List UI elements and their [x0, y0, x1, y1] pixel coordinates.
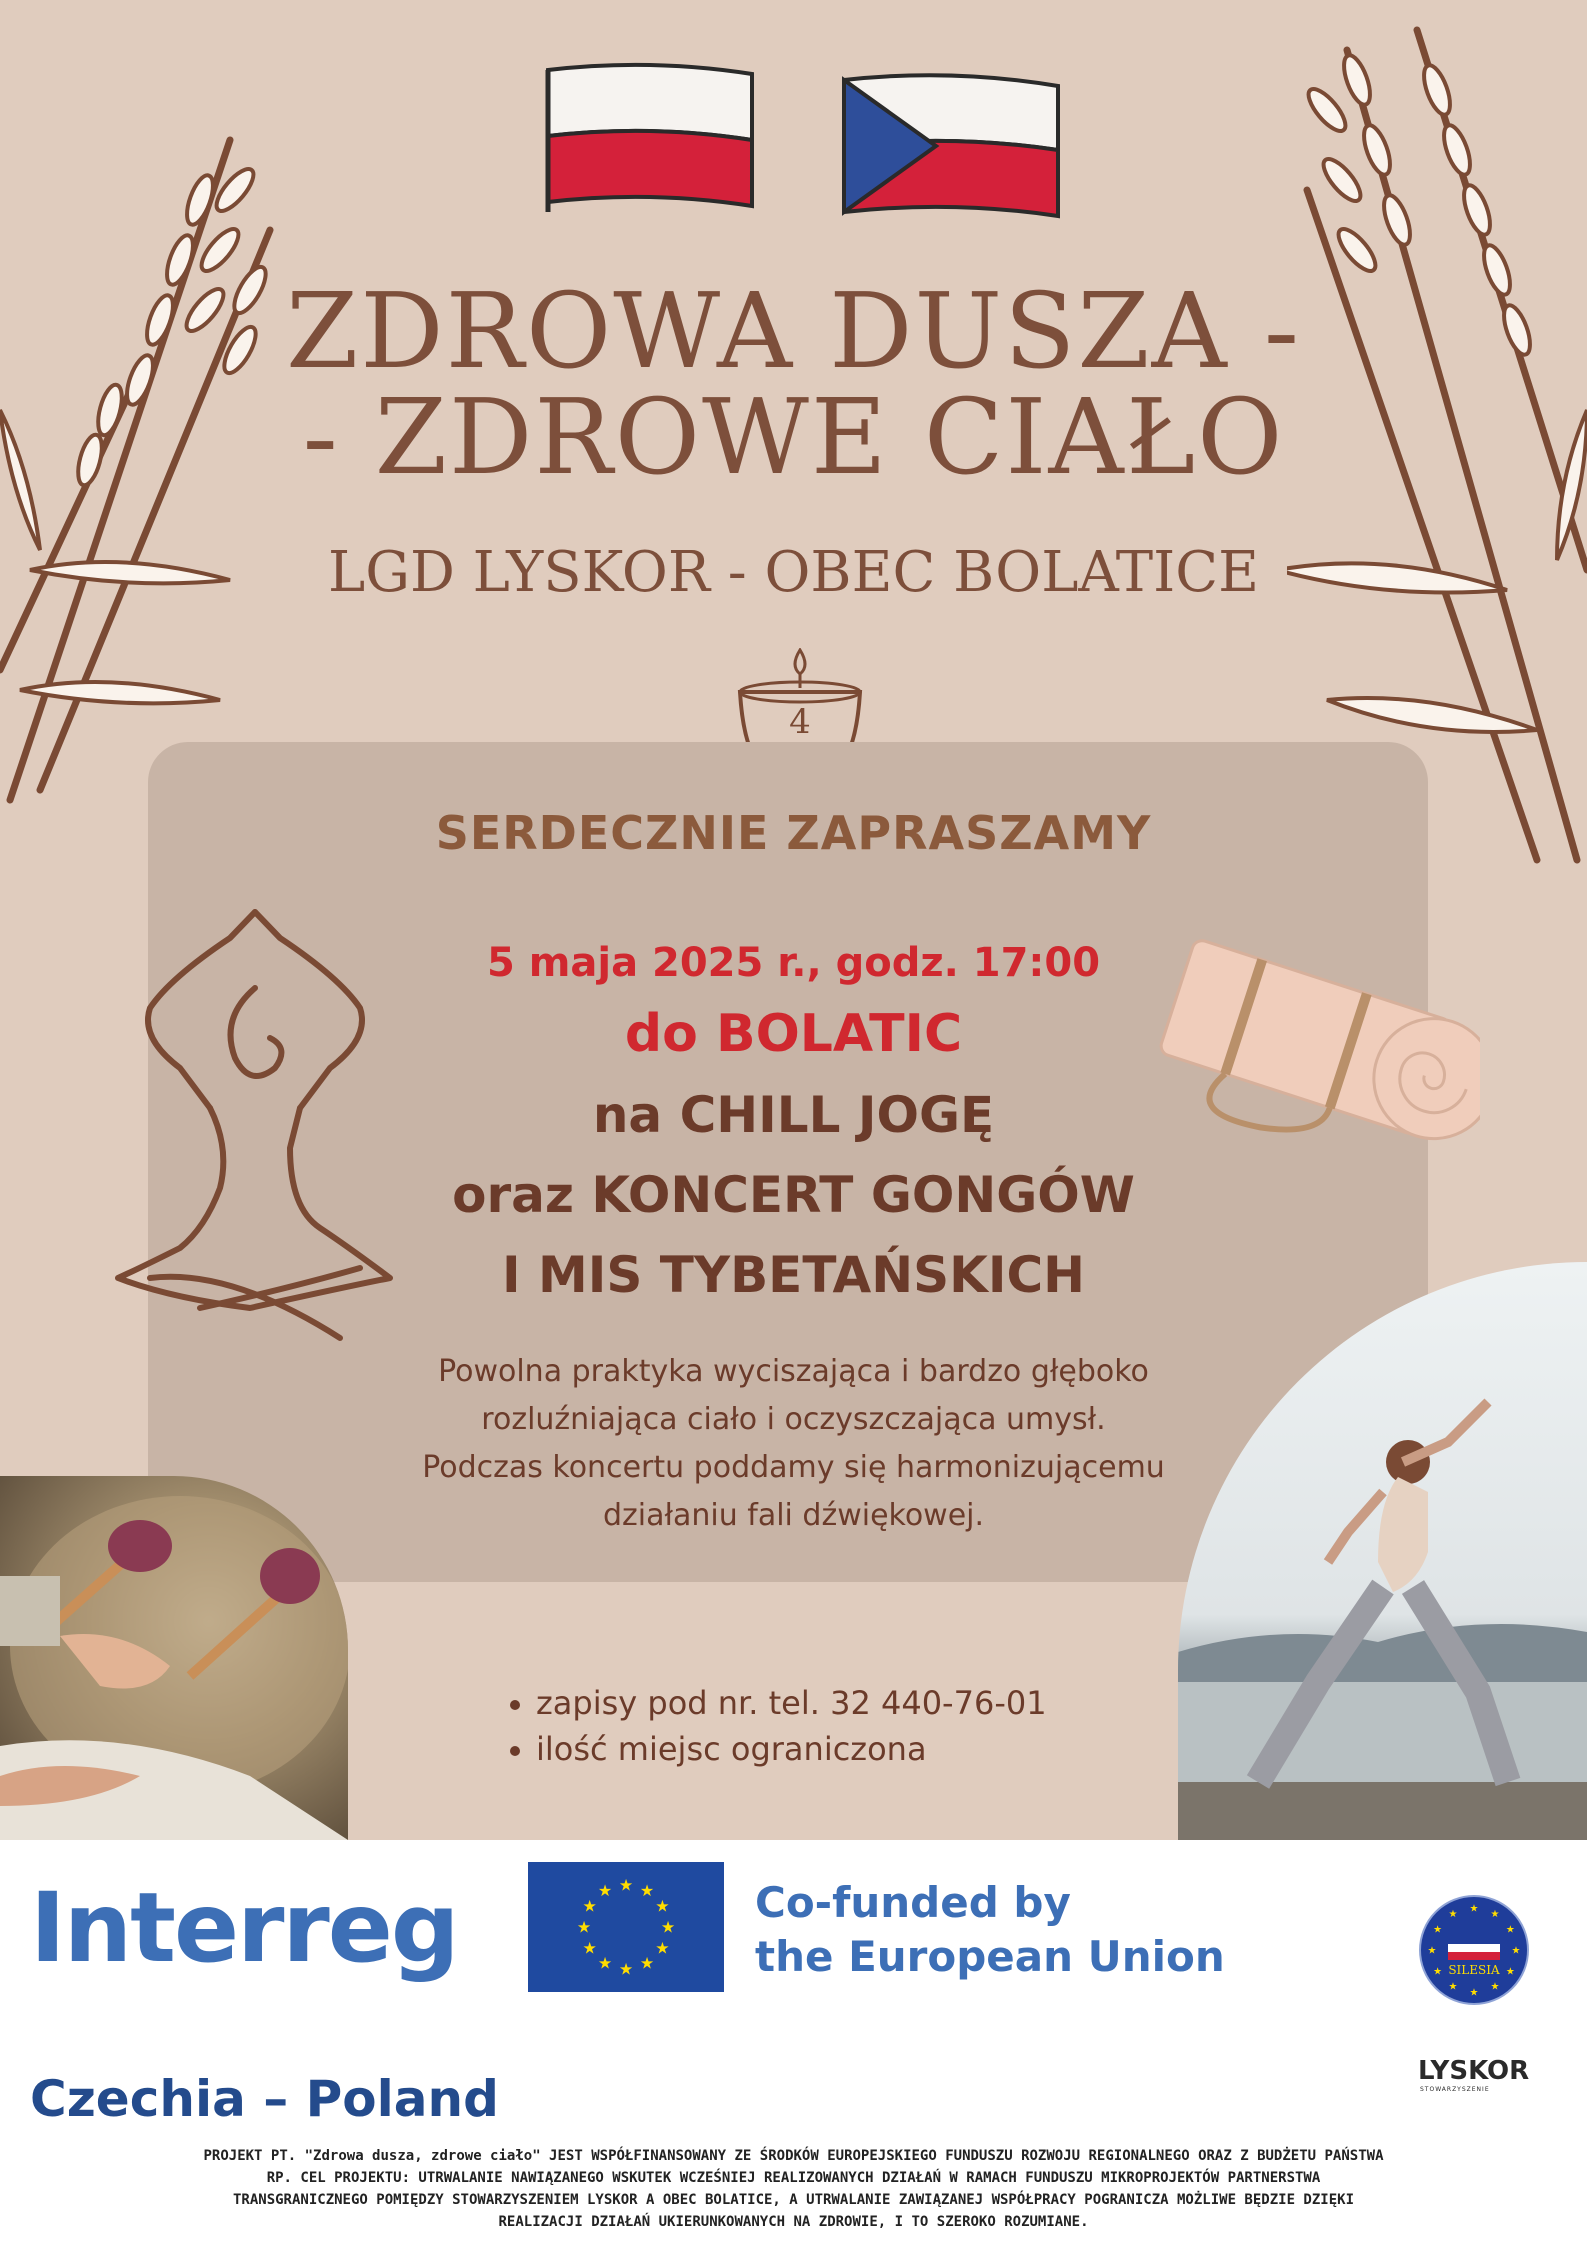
eu-star-icon: ★ [582, 1896, 597, 1916]
fine-print-line: RP. CEL PROJEKTU: UTRWALANIE NAWIĄZANEGO WSKUTEK WCZEŚNIEJ REALIZOWANYCH DZIAŁAŃ W RAMACH FUNDUSZU MIKROPROJEKTÓW PARTNERSTWA [266, 2170, 1321, 2186]
eu-star-icon: ★ [597, 1880, 613, 1900]
cofunded-line-2: the European Union [755, 1932, 1225, 1981]
eu-star-icon: ★ [1448, 1908, 1458, 1920]
eu-star-icon: ★ [639, 1953, 655, 1973]
fine-print-line: TRANSGRANICZNEGO POMIĘDZY STOWARZYSZENIEM LYSKOR A OBEC BOLATICE, A UTRWALANIE ZAWIĄZANEJ WSPÓŁPRACY POGRANICZA MOŻLIWE BĘDZIE DZIĘKI [232, 2192, 1355, 2208]
cofunded-line-1: Co-funded by [755, 1878, 1071, 1927]
event-line-3: I MIS TYBETAŃSKICH [501, 1246, 1086, 1304]
eu-star-icon: ★ [618, 1959, 634, 1979]
eu-star-icon: ★ [1433, 1966, 1443, 1978]
event-date: 5 maja 2025 r., godz. 17:00 [486, 940, 1101, 986]
polish-flag-icon [540, 62, 760, 222]
eu-star-icon: ★ [1511, 1945, 1521, 1957]
fine-print-line: REALIZACJI DZIAŁAŃ UKIERUNKOWANYCH NA ZDROWIE, I TO SZEROKO ROZUMIANE. [498, 2214, 1089, 2230]
eu-star-icon: ★ [660, 1917, 676, 1937]
eu-star-icon: ★ [576, 1917, 592, 1937]
eu-star-icon: ★ [1427, 1945, 1437, 1957]
eu-star-icon: ★ [1448, 1981, 1458, 1993]
eu-flag-icon [528, 1862, 724, 1992]
signup-bullet: zapisy pod nr. tel. 32 440-76-01 [510, 1684, 1047, 1722]
limited-seats-bullet: ilość miejsc ograniczona [510, 1730, 927, 1768]
lyskor-logo: LYSKOR [1418, 2056, 1530, 2086]
candle-number: 4 [789, 702, 811, 742]
region-label: Czechia – Poland [30, 2070, 499, 2128]
eu-star-icon: ★ [655, 1938, 670, 1958]
fine-print-line: PROJEKT PT. "Zdrowa dusza, zdrowe ciało" JEST WSPÓŁFINANSOWANY ZE ŚRODKÓW EUROPEJSKIEGO FUNDUSZU ROZWOJU REGIONALNEGO ORAZ Z BUDŻETU PAŃSTWA [203, 2148, 1384, 2164]
eu-star-icon: ★ [655, 1896, 670, 1916]
eu-star-icon: ★ [1490, 1981, 1500, 1993]
event-line-2: oraz KONCERT GONGÓW [452, 1166, 1135, 1224]
silesia-label: SILESIA [1448, 1963, 1500, 1977]
eu-star-icon: ★ [1469, 1903, 1479, 1915]
description-line: rozluźniająca ciało i oczyszczająca umysł. [481, 1402, 1106, 1437]
euroregion-silesia-icon [1418, 1894, 1530, 2006]
eu-star-icon: ★ [597, 1953, 613, 1973]
eu-star-icon: ★ [582, 1938, 597, 1958]
eu-star-icon: ★ [618, 1875, 634, 1895]
description-line: Powolna praktyka wyciszająca i bardzo głęboko [438, 1354, 1149, 1389]
interreg-logo: Interreg [30, 1872, 458, 1984]
eu-star-icon: ★ [1505, 1966, 1515, 1978]
lyskor-logo-subtitle: STOWARZYSZENIE [1420, 2086, 1490, 2093]
eu-star-icon: ★ [639, 1880, 655, 1900]
gong-photo [0, 1476, 348, 1840]
invitation-heading: SERDECZNIE ZAPRASZAMY [435, 806, 1152, 860]
czech-flag-icon [836, 72, 1066, 232]
subtitle: LGD LYSKOR - OBEC BOLATICE [328, 540, 1259, 605]
event-line-1: na CHILL JOGĘ [592, 1086, 995, 1144]
title-line-1: ZDROWA DUSZA - [286, 270, 1301, 392]
description-line: Podczas koncertu poddamy się harmonizującemu [422, 1450, 1165, 1485]
eu-star-icon: ★ [1469, 1987, 1479, 1999]
eu-star-icon: ★ [1505, 1924, 1515, 1936]
title-line-2: - ZDROWE CIAŁO [302, 376, 1285, 498]
eu-star-icon: ★ [1490, 1908, 1500, 1920]
event-place: do BOLATIC [624, 1004, 963, 1064]
eu-star-icon: ★ [1433, 1924, 1443, 1936]
description-line: działaniu fali dźwiękowej. [602, 1498, 985, 1533]
